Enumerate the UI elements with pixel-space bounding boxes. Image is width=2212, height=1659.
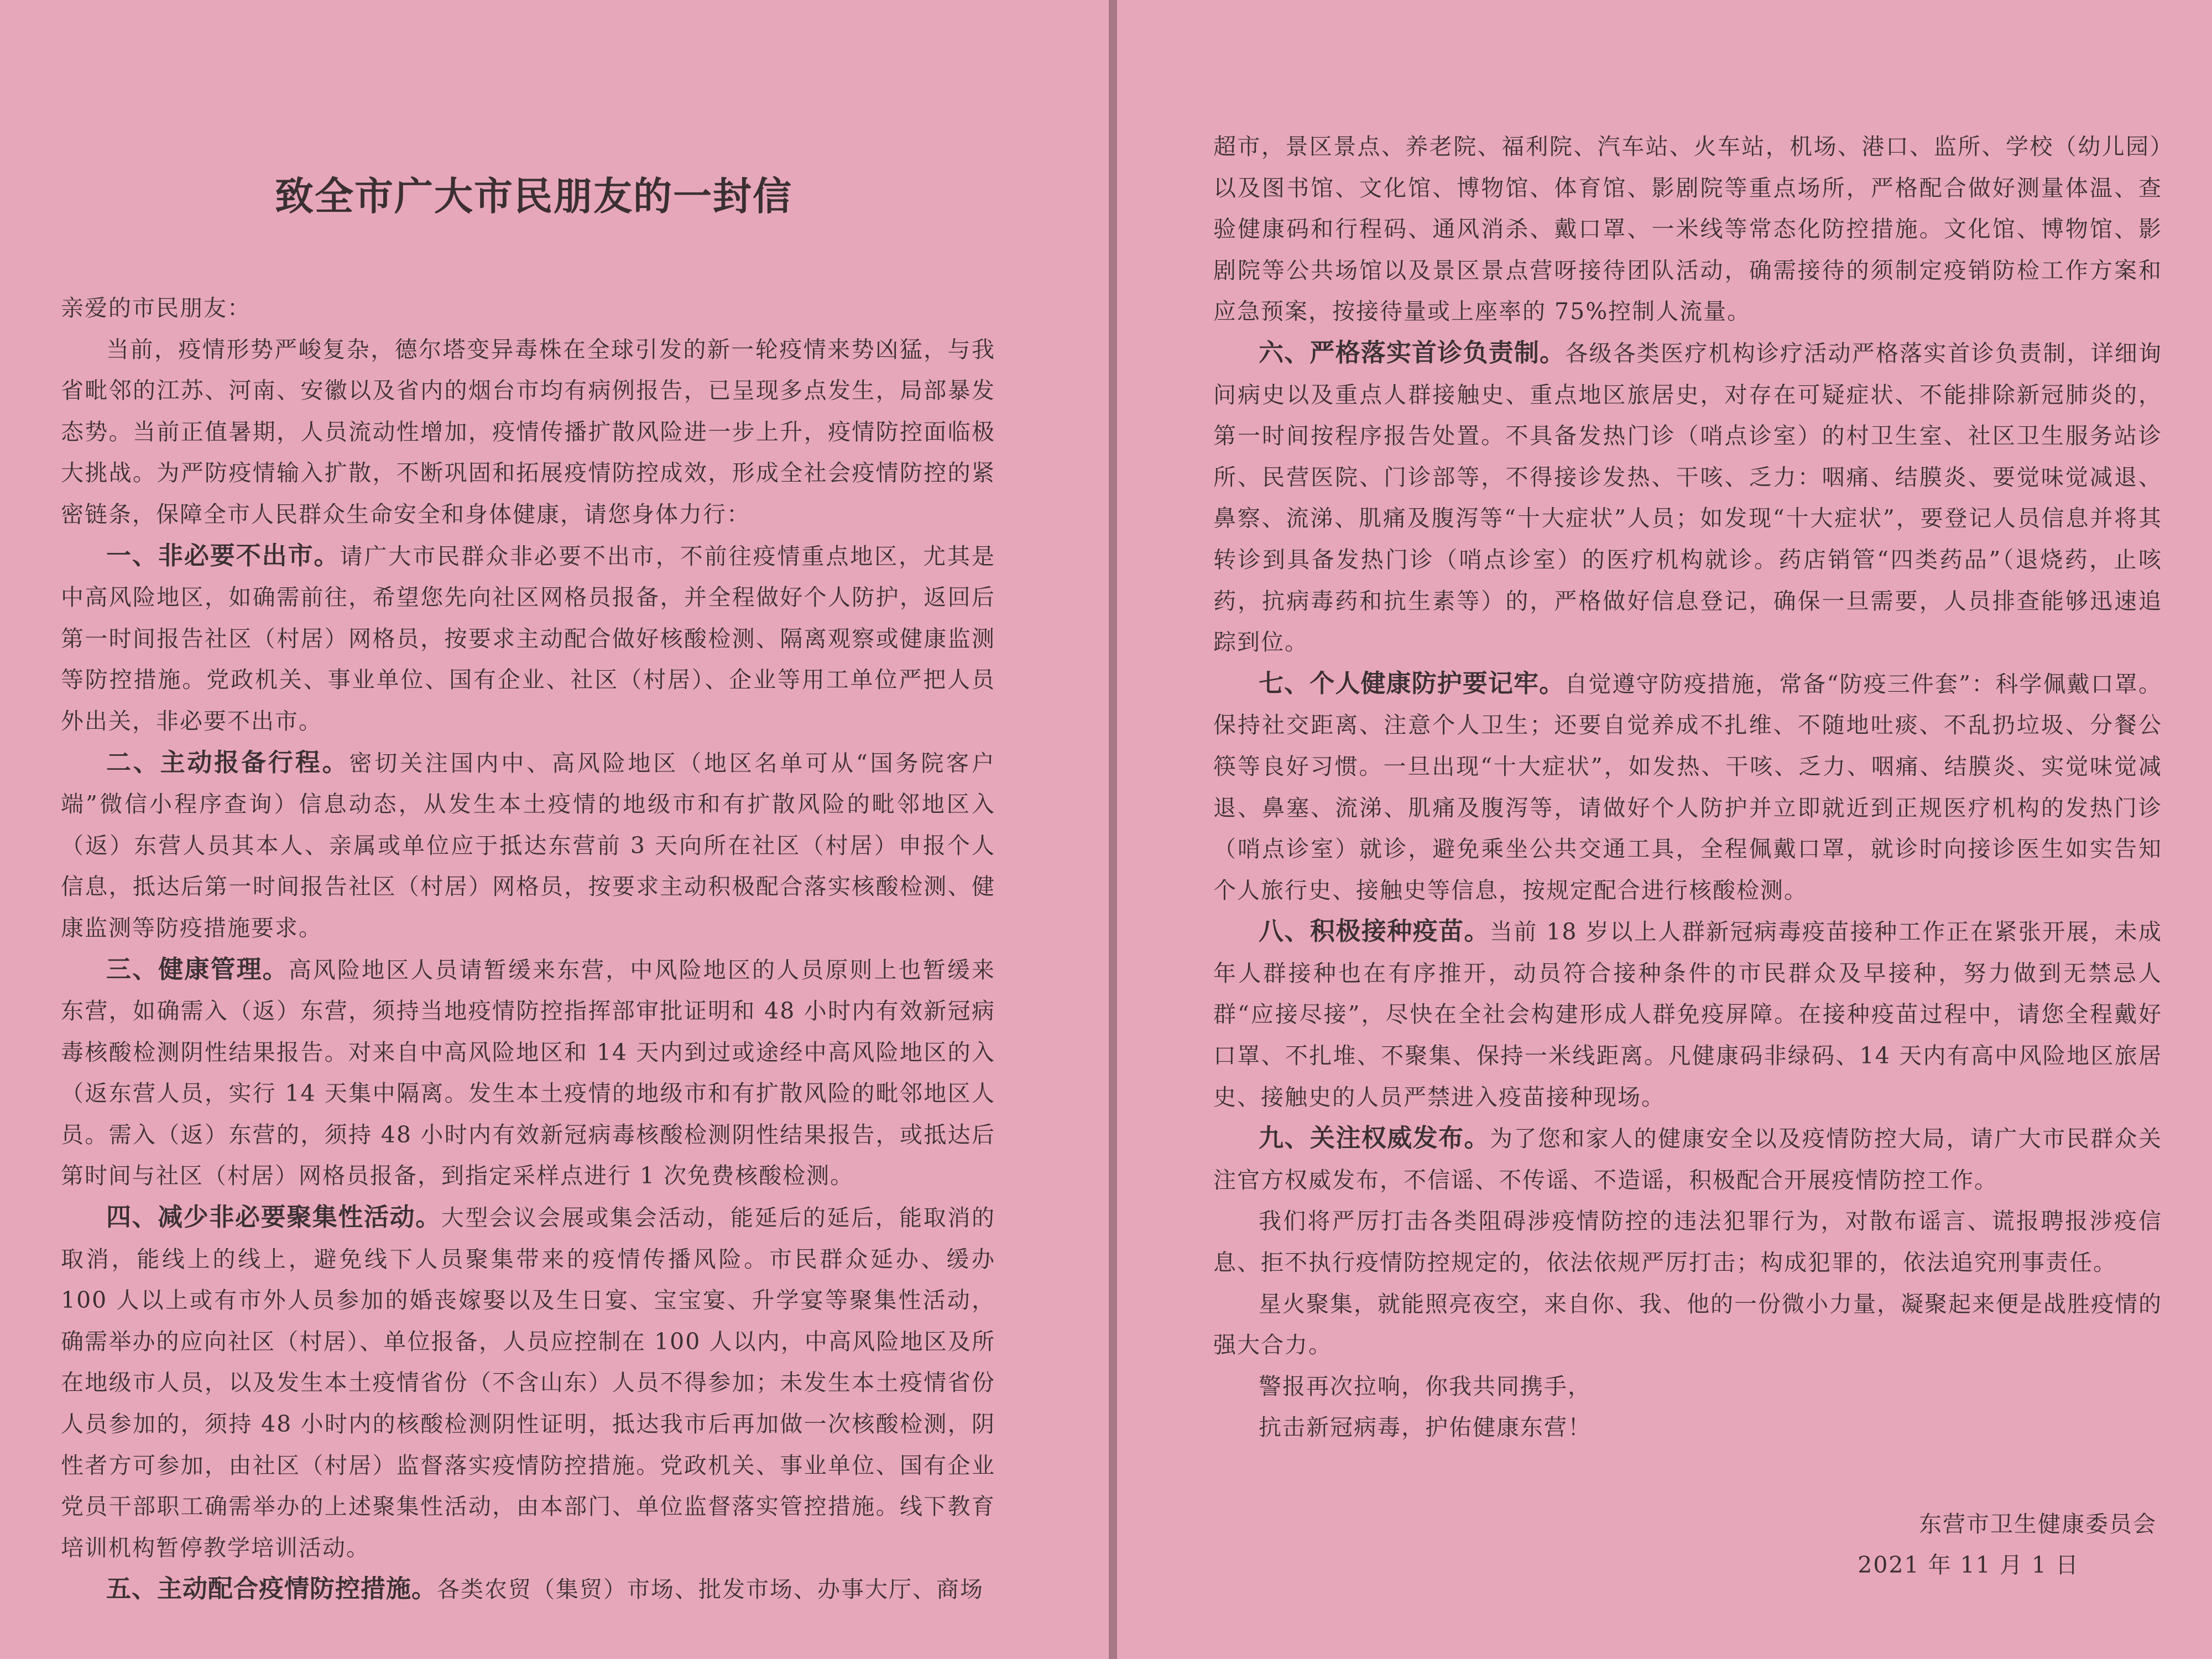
section-paragraph	[61, 742, 995, 949]
greeting: 亲爱的市民朋友：	[61, 295, 251, 321]
section-heading: 八、积极接种疫苗。	[1259, 916, 1490, 946]
section-paragraph	[61, 1568, 995, 1610]
page-fold-divider	[1109, 0, 1117, 1659]
section-paragraph	[1213, 663, 2162, 911]
closing-paragraph: 我们将严厉打击各类阻碍涉疫情防控的违法犯罪行为，对散布谣言、谎报聘报涉疫信息、拒不执行疫情防控规定的，依法依规严厉打击；构成犯罪的，依法追究刑事责任。	[1213, 1208, 2162, 1276]
section-text: 为了您和家人的健康安全以及疫情防控大局，请广大市民群众关注官方权威发布，不信谣、不传谣、不造谣，积极配合开展疫情防控工作。	[1213, 1125, 2162, 1193]
section-text: 各级各类医疗机构诊疗活动严格落实首诊负责制，详细询问病史以及重点人群接触史、重点地区旅居史，对存在可疑症状、不能排除新冠肺炎的，第一时间按程序报告处置。不具备发热门诊（哨点诊室）的村卫生室、社区卫生服务站诊所、民营医院、门诊部等，不得接诊发热、干咳、乏力：咽痛、结膜炎、要觉味觉减退、鼻察、流涕、肌痛及腹泻等“十大症状”人员；如发现“十大症状”，要登记人员信息并将其转诊到具备发热门诊（哨点诊室）的医疗机构就诊。药店销管“四类药品”（退烧药，止咳药，抗病毒药和抗生素等）的，严格做好信息登记，确保一旦需要，人员排查能够迅速追踪到位。	[1213, 340, 2162, 656]
section-paragraph	[61, 535, 995, 742]
section-paragraph	[1213, 911, 2162, 1118]
section-paragraph	[1213, 1118, 2162, 1201]
section-text: 当前 18 岁以上人群新冠病毒疫苗接种工作正在紧张开展，未成年人群接种也在有序推开，动员符合接种条件的市民群众及早接种，努力做到无禁忌人群“应接尽接”，尽快在全社会构建形成人群免疫屏障。在接种疫苗过程中，请您全程戴好口罩、不扎堆、不聚集、保持一米线距离。凡健康码非绿码、14 天内有高中风险地区旅居史、接触史的人员严禁进入疫苗接种现场。	[1213, 919, 2162, 1110]
signature-organization: 东营市卫生健康委员会	[1919, 1511, 2157, 1537]
letter-page-right	[1117, 0, 2212, 1659]
section-heading: 二、主动报备行程。	[106, 747, 349, 777]
section-paragraph	[61, 1197, 995, 1568]
section-text: 请广大市民群众非必要不出市，不前往疫情重点地区，尤其是中高风险地区，如确需前往，希望您先向社区网格员报备，并全程做好个人防护，返回后第一时间报告社区（村居）网格员，按要求主动配合做好核酸检测、隔离观察或健康监测等防控措施。党政机关、事业单位、国有企业、社区（村居）、企业等用工单位严把人员外出关，非必要不出市。	[61, 542, 995, 734]
closing-line: 抗击新冠病毒，护佑健康东营！	[1259, 1414, 1592, 1441]
section-text: 密切关注国内中、高风险地区（地区名单可从“国务院客户端”微信小程序查询）信息动态，从发生本土疫情的地级市和有扩散风险的毗邻地区入（返）东营人员其本人、亲属或单位应于抵达东营前 3 天向所在社区（村居）申报个人信息，抵达后第一时间报告社区（村居）网格员，按要求主动积极配合落实核酸检测、健康监测等防疫措施要求。	[61, 749, 995, 941]
section-text: 自觉遵守防疫措施，常备“防疫三件套”：科学佩戴口罩。保持社交距离、注意个人卫生；还要自觉养成不扎维、不随地吐痰、不乱扔垃圾、分餐公筷等良好习惯。一旦出现“十大症状”，如发热、干咳、乏力、咽痛、结膜炎、实觉味觉减退、鼻塞、流涕、肌痛及腹泻等，请做好个人防护并立即就近到正规医疗机构的发热门诊（哨点诊室）就诊，避免乘坐公共交通工具，全程佩戴口罩，就诊时向接诊医生如实告知个人旅行史、接触史等信息，按规定配合进行核酸检测。	[1213, 670, 2162, 904]
section-heading: 九、关注权威发布。	[1259, 1123, 1490, 1153]
section-text: 高风险地区人员请暂缓来东营，中风险地区的人员原则上也暂缓来东营，如确需入（返）东营，须持当地疫情防控指挥部审批证明和 48 小时内有效新冠病毒核酸检测阴性结果报告。对来自中高风险地区和 14 天内到过或途经中高风险地区的入（返东营人员，实行 14 天集中隔离。发生本土疫情的地级市和有扩散风险的毗邻地区人员。需入（返）东营的，须持 48 小时内有效新冠病毒核酸检测阴性结果报告，或抵达后第时间与社区（村居）网格员报备，到指定采样点进行 1 次免费核酸检测。	[61, 956, 995, 1190]
closing-paragraph: 星火聚集，就能照亮夜空，来自你、我、他的一份微小力量，凝聚起来便是战胜疫情的强大合力。	[1213, 1290, 2162, 1359]
intro-paragraph: 当前，疫情形势严峻复杂，德尔塔变异毒株在全球引发的新一轮疫情来势凶猛，与我省毗邻的江苏、河南、安徽以及省内的烟台市均有病例报告，已呈现多点发生，局部暴发态势。当前正值暑期，人员流动性增加，疫情传播扩散风险进一步上升，疫情防控面临极大挑战。为严防疫情输入扩散，不断巩固和拓展疫情防控成效，形成全社会疫情防控的紧密链条，保障全市人民群众生命安全和身体健康，请您身体力行：	[61, 336, 995, 528]
section-heading: 五、主动配合疫情防控措施。	[106, 1574, 437, 1604]
section-paragraph	[1213, 332, 2162, 663]
section-text: 大型会议会展或集会活动，能延后的延后，能取消的取消，能线上的线上，避免线下人员聚集带来的疫情传播风险。市民群众延办、缓办 100 人以上或有市外人员参加的婚丧嫁娶以及生日宴、宝宝宴、升学宴等聚集性活动，确需举办的应向社区（村居）、单位报备，人员应控制在 100 人以内，中高风险地区及所在地级市人员，以及发生本土疫情省份（不含山东）人员不得参加；未发生本土疫情省份人员参加的，须持 48 小时内的核酸检测阴性证明，抵达我市后再加做一次核酸检测，阴性者方可参加，由社区（村居）监督落实疫情防控措施。党政机关、事业单位、国有企业党员干部职工确需举办的上述聚集性活动，由本部门、单位监督落实管控措施。线下教育培训机构暂停教学培训活动。	[61, 1204, 995, 1561]
section-text: 各类农贸（集贸）市场、批发市场、办事大厅、商场	[437, 1576, 984, 1603]
closing-line: 警报再次拉响，你我共同携手，	[1259, 1373, 1592, 1400]
continuation-paragraph: 超市，景区景点、养老院、福利院、汽车站、火车站，机场、港口、监所、学校（幼儿园）以及图书馆、文化馆、博物馆、体育馆、影剧院等重点场所，严格配合做好测量体温、查验健康码和行程码、通风消杀、戴口罩、一米线等常态化防控措施。文化馆、博物馆、影剧院等公共场馆以及景区景点营呀接待团队活动，确需接待的须制定疫销防检工作方案和应急预案，按接待量或上座率的 75%控制人流量。	[1213, 133, 2162, 325]
section-paragraph	[61, 949, 995, 1197]
section-heading: 一、非必要不出市。	[106, 540, 340, 570]
section-heading: 七、个人健康防护要记牢。	[1259, 668, 1565, 698]
letter-title: 致全市广大市民朋友的一封信	[275, 173, 792, 219]
section-heading: 六、严格落实首诊负责制。	[1259, 337, 1566, 367]
section-heading: 三、健康管理。	[106, 954, 289, 984]
section-heading: 四、减少非必要聚集性活动。	[106, 1202, 441, 1232]
signature-date: 2021 年 11 月 1 日	[1858, 1552, 2079, 1578]
